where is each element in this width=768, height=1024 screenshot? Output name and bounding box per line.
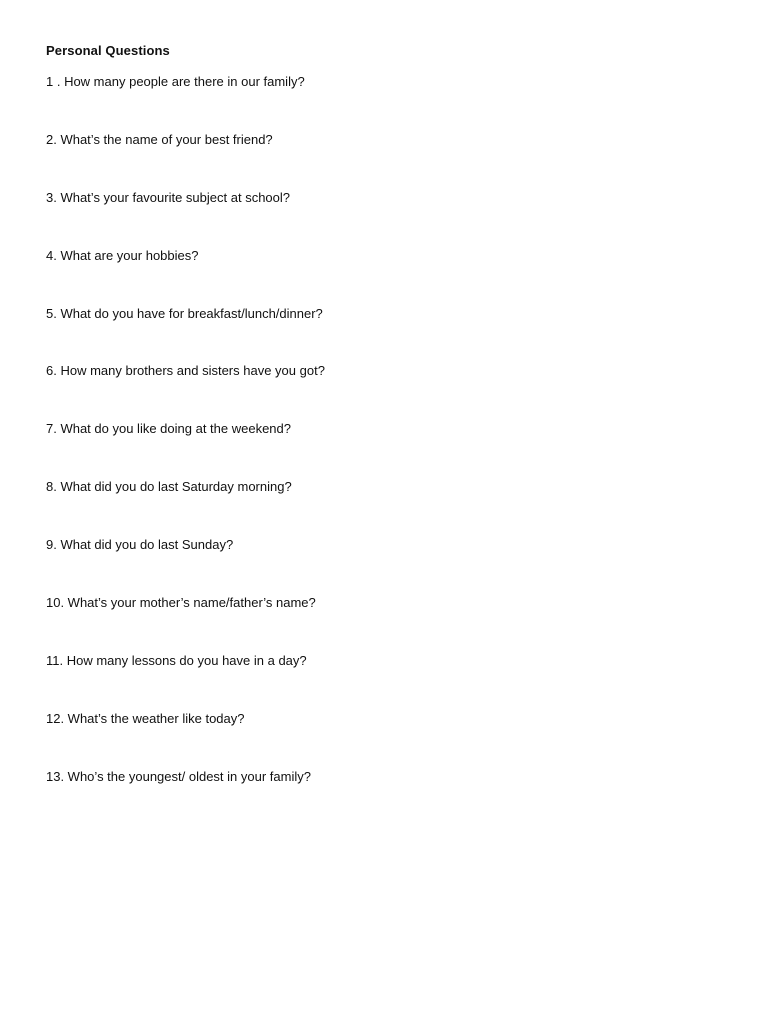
question-item: 2. What’s the name of your best friend? (46, 131, 273, 147)
question-list (46, 73, 325, 826)
document-title: Personal Questions (46, 43, 170, 58)
question-item: 6. How many brothers and sisters have you got? (46, 363, 325, 379)
question-item: 12. What’s the weather like today? (46, 710, 245, 726)
question-item: 13. Who’s the youngest/ oldest in your family? (46, 768, 311, 784)
question-item: 4. What are your hobbies? (46, 247, 199, 263)
question-item: 11. How many lessons do you have in a day? (46, 652, 307, 668)
question-item: 7. What do you like doing at the weekend? (46, 421, 291, 437)
question-item: 3. What’s your favourite subject at school? (46, 189, 290, 205)
question-item: 8. What did you do last Saturday morning? (46, 479, 292, 495)
question-item: 9. What did you do last Sunday? (46, 537, 234, 553)
question-item: 1 . How many people are there in our family? (46, 74, 305, 89)
question-item: 10. What’s your mother’s name/father’s name? (46, 595, 316, 611)
question-item: 5. What do you have for breakfast/lunch/dinner? (46, 305, 323, 321)
